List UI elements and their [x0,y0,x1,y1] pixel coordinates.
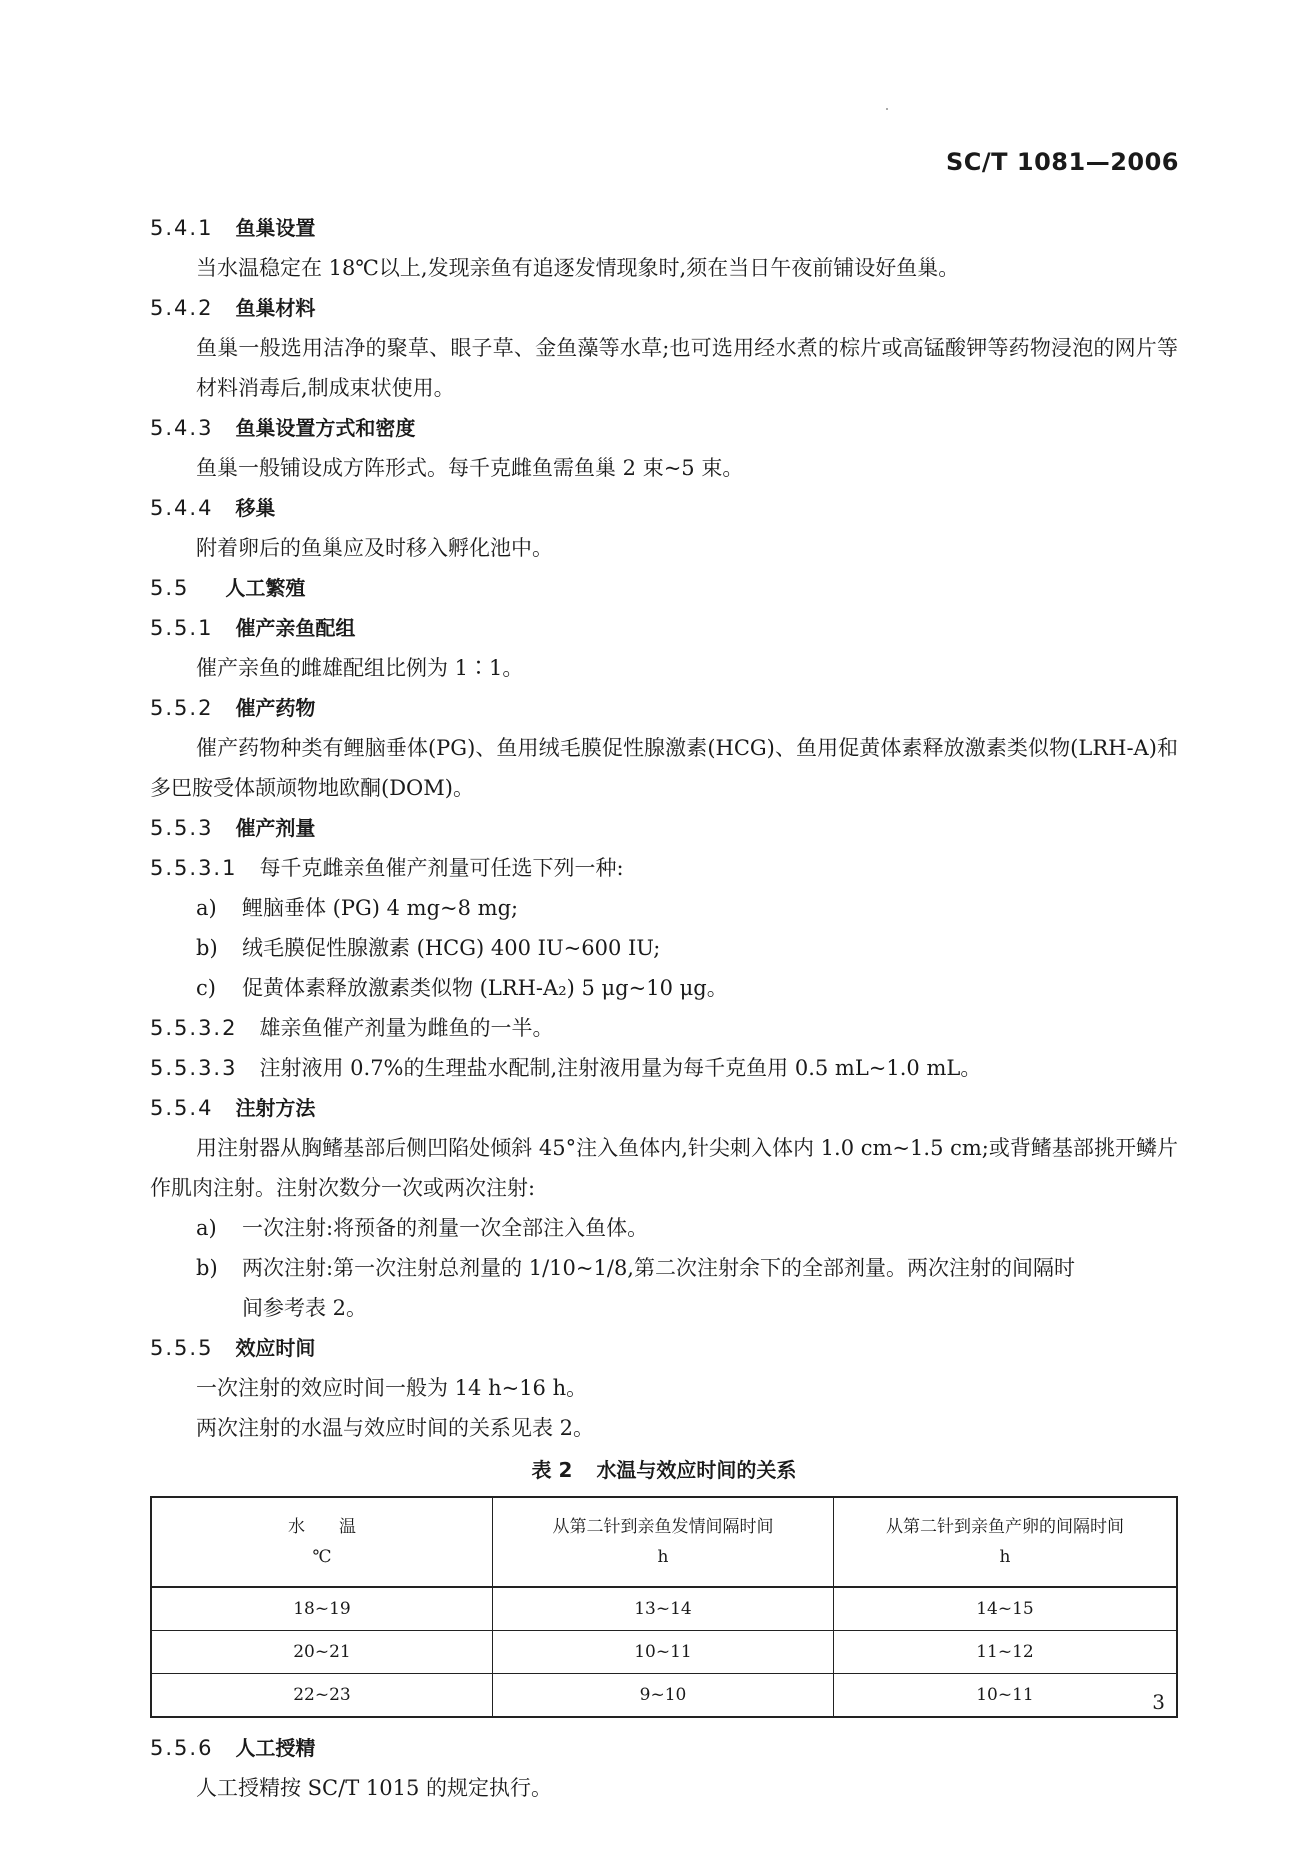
header-unit: h [999,1547,1011,1567]
list-text: 两次注射:第一次注射总剂量的 1/10~1/8,第二次注射余下的全部剂量。两次注射的间隔时 [242,1256,1075,1280]
section-title: 催产剂量 [235,816,316,840]
section-heading [150,408,1178,448]
header-unit: ℃ [312,1547,332,1567]
section-heading [150,488,1178,528]
table-cell: 14~15 [834,1587,1178,1631]
section-heading [150,1728,1178,1768]
document-body [150,208,1178,1808]
section-number: 5.5 [150,576,190,600]
section-number: 5.5.5 [150,1336,214,1360]
data-table [150,1496,1178,1718]
list-text: 一次注射:将预备的剂量一次全部注入鱼体。 [242,1216,649,1240]
section-heading [150,808,1178,848]
section-title: 鱼巢材料 [235,296,316,320]
list-item [150,1248,1178,1288]
paragraph-text: 鱼巢一般选用洁净的聚草、眼子草、金鱼藻等水草;也可选用经水煮的棕片或高锰酸钾等药物浸泡的网片等材料消毒后,制成束状使用。 [196,336,1178,400]
header-label: 从第二针到亲鱼产卵的间隔时间 [886,1517,1124,1537]
clause-number: 5.5.3.2 [150,1016,238,1040]
clause [150,1008,1178,1048]
section-number: 5.4.4 [150,496,214,520]
table-header-cell [151,1497,493,1587]
section-number: 5.4.1 [150,216,214,240]
section-heading [150,288,1178,328]
paragraph: 催产亲鱼的雌雄配组比例为 1∶1。 [196,656,524,680]
list-text: 鲤脑垂体 (PG) 4 mg~8 mg; [242,896,519,920]
list-marker: b) [196,936,218,960]
section-title: 效应时间 [235,1336,316,1360]
table-caption [150,1450,1178,1490]
table-cell: 11~12 [834,1631,1178,1674]
table-cell: 13~14 [493,1587,834,1631]
table-number: 表 2 [531,1458,573,1482]
section-title: 人工授精 [235,1736,316,1760]
section-number: 5.5.2 [150,696,214,720]
after-table-block [150,1728,1178,1808]
section-title: 催产药物 [235,696,316,720]
list-item [150,1208,1178,1248]
table-header-row [151,1497,1177,1587]
clause [150,848,1178,888]
section-title: 注射方法 [235,1096,316,1120]
paragraph: 附着卵后的鱼巢应及时移入孵化池中。 [196,536,553,560]
standard-code: SC/T 1081—2006 [946,148,1179,176]
header-unit: h [657,1547,669,1567]
list-marker: a) [196,1216,217,1240]
table-cell: 9~10 [493,1674,834,1718]
paragraph: 两次注射的水温与效应时间的关系见表 2。 [196,1416,595,1440]
paragraph: 鱼巢一般铺设成方阵形式。每千克雌鱼需鱼巢 2 束~5 束。 [196,456,744,480]
list-item [150,968,1178,1008]
paragraph: 一次注射的效应时间一般为 14 h~16 h。 [196,1376,588,1400]
table-row [151,1631,1177,1674]
section-heading [150,688,1178,728]
scan-speck [886,108,888,110]
list-item [150,928,1178,968]
clause-text: 每千克雌亲鱼催产剂量可任选下列一种: [259,856,624,880]
section-number: 5.4.2 [150,296,214,320]
list-item [150,888,1178,928]
header-label: 从第二针到亲鱼发情间隔时间 [552,1517,774,1537]
section-heading [150,1328,1178,1368]
section-number: 5.5.6 [150,1736,214,1760]
paragraph [150,328,1178,408]
list-item-continuation: 间参考表 2。 [242,1296,368,1320]
section-title: 鱼巢设置 [235,216,316,240]
clause-number: 5.5.3.3 [150,1056,238,1080]
table-cell: 10~11 [493,1631,834,1674]
section-heading [150,608,1178,648]
list-marker: a) [196,896,217,920]
list-text: 绒毛膜促性腺激素 (HCG) 400 IU~600 IU; [242,936,661,960]
section-title: 移巢 [235,496,276,520]
paragraph: 催产药物种类有鲤脑垂体(PG)、鱼用绒毛膜促性腺激素(HCG)、鱼用促黄体素释放激素类似物(LRH-A)和多巴胺受体颉颃物地欧酮(DOM)。 [150,736,1178,800]
table-row [151,1674,1177,1718]
page-number: 3 [1152,1690,1165,1714]
section-heading [150,1088,1178,1128]
table-header-cell [834,1497,1178,1587]
section-number: 5.5.3 [150,816,214,840]
list-text: 促黄体素释放激素类似物 (LRH-A₂) 5 μg~10 μg。 [242,976,728,1000]
section-number: 5.4.3 [150,416,214,440]
paragraph: 当水温稳定在 18℃以上,发现亲鱼有追逐发情现象时,须在当日午夜前铺设好鱼巢。 [196,256,960,280]
table-cell: 20~21 [151,1631,493,1674]
clause [150,1048,1178,1088]
section-title: 鱼巢设置方式和密度 [235,416,416,440]
clause-text: 注射液用 0.7%的生理盐水配制,注射液用量为每千克鱼用 0.5 mL~1.0 mL。 [259,1056,982,1080]
header-label: 水 温 [288,1517,356,1537]
section-title: 催产亲鱼配组 [235,616,356,640]
clause-number: 5.5.3.1 [150,856,238,880]
table-cell: 10~11 [834,1674,1178,1718]
section-heading [150,568,1178,608]
table-title: 水温与效应时间的关系 [596,1458,797,1482]
section-heading [150,208,1178,248]
section-title: 人工繁殖 [225,576,306,600]
clause-text: 雄亲鱼催产剂量为雌鱼的一半。 [259,1016,554,1040]
section-number: 5.5.4 [150,1096,214,1120]
list-marker: b) [196,1256,218,1280]
table-cell: 18~19 [151,1587,493,1631]
table-header-cell [493,1497,834,1587]
paragraph: 用注射器从胸鳍基部后侧凹陷处倾斜 45°注入鱼体内,针尖刺入体内 1.0 cm~1.5 cm;或背鳍基部挑开鳞片作肌肉注射。注射次数分一次或两次注射: [150,1136,1178,1200]
table-cell: 22~23 [151,1674,493,1718]
list-marker: c) [196,976,216,1000]
table-row [151,1587,1177,1631]
paragraph: 人工授精按 SC/T 1015 的规定执行。 [196,1776,553,1800]
section-number: 5.5.1 [150,616,214,640]
